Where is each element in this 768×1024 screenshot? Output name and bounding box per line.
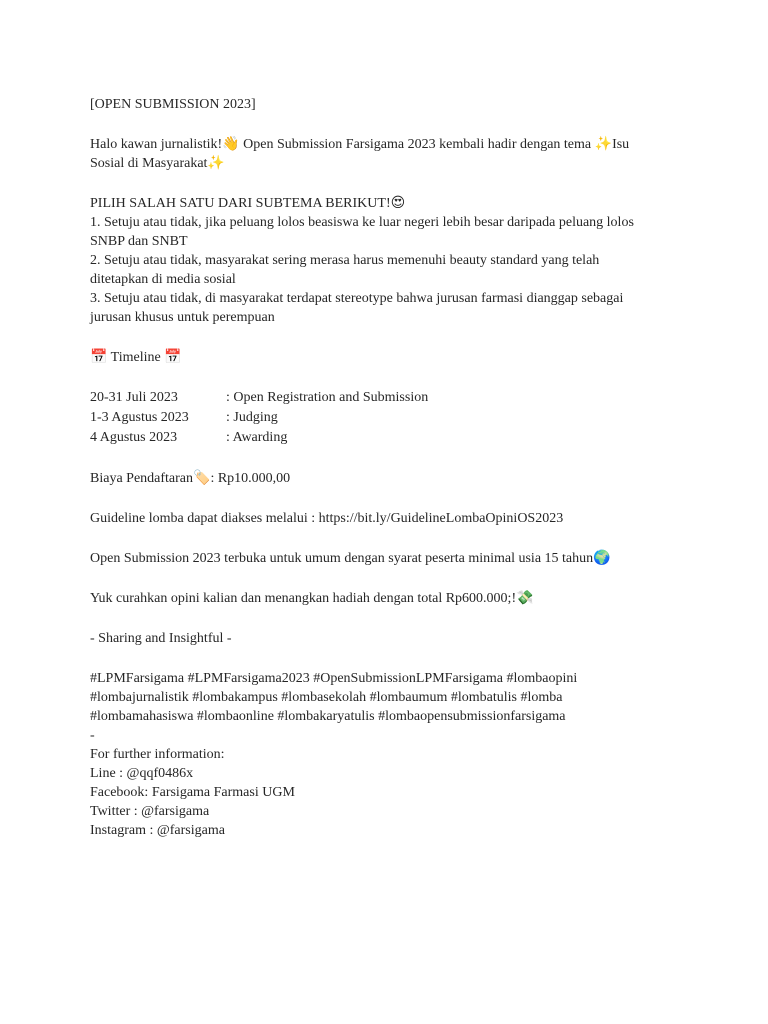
globe-icon: 🌍 [593, 550, 611, 566]
subtema-item-2: 2. Setuju atau tidak, masyarakat sering merasa harus memenuhi beauty standard yang telah [90, 253, 600, 268]
subtema-item-3: 3. Setuju atau tidak, di masyarakat terdapat stereotype bahwa jurusan farmasi dianggap sebagai [90, 291, 624, 306]
intro-text-3: Isu [612, 137, 630, 152]
sparkle-icon: ✨ [594, 136, 613, 152]
money-icon: 💸 [516, 590, 534, 606]
contact-instagram: Instagram : @farsigama [90, 823, 225, 838]
timeline-date: 4 Agustus 2023 [90, 430, 178, 445]
timeline-title-text: Timeline [107, 350, 165, 365]
subtema-title-text: PILIH SALAH SATU DARI SUBTEMA BERIKUT! [90, 196, 391, 211]
intro-theme-text: Sosial di Masyarakat [90, 156, 208, 171]
intro-line-2 [90, 154, 690, 173]
timeline-row [90, 388, 690, 408]
fee-value: : Rp10.000,00 [210, 471, 291, 486]
hashtags-line-2: #lombajurnalistik #lombakampus #lombasekolah #lombaumum #lombatulis #lomba [90, 690, 563, 705]
guideline-text: Guideline lomba dapat diakses melalui : https://bit.ly/GuidelineLombaOpiniOS2023 [90, 511, 564, 526]
timeline-event: : Awarding [226, 430, 288, 445]
fee-label: Biaya Pendaftaran [90, 471, 194, 486]
timeline-row [90, 428, 690, 448]
eligibility-line [90, 549, 690, 568]
tagline: - Sharing and Insightful - [90, 631, 232, 646]
prize-text: Yuk curahkan opini kalian dan menangkan hadiah dengan total Rp600.000;! [90, 591, 517, 606]
calendar-icon: 📅 [164, 349, 182, 365]
contact-line: Line : @qqf0486x [90, 766, 194, 781]
document-body [90, 95, 690, 840]
subtema-item-1: 1. Setuju atau tidak, jika peluang lolos beasiswa ke luar negeri lebih besar daripada peluang lolos [90, 215, 634, 230]
intro-text-1: Halo kawan jurnalistik! [90, 137, 223, 152]
hashtags-line-1: #LPMFarsigama #LPMFarsigama2023 #OpenSubmissionLPMFarsigama #lombaopini [90, 671, 578, 686]
sparkle-icon: ✨ [207, 155, 225, 171]
contact-facebook: Facebook: Farsigama Farmasi UGM [90, 785, 295, 800]
heading: [OPEN SUBMISSION 2023] [90, 97, 256, 112]
contact-twitter: Twitter : @farsigama [90, 804, 210, 819]
hashtags-line-3: #lombamahasiswa #lombaonline #lombakaryatulis #lombaopensubmissionfarsigama [90, 709, 566, 724]
timeline-event: : Open Registration and Submission [226, 390, 429, 405]
eligibility-text: Open Submission 2023 terbuka untuk umum dengan syarat peserta minimal usia 15 tahun [90, 551, 594, 566]
subtema-title [90, 194, 690, 213]
intro-text-2: Open Submission Farsigama 2023 kembali hadir dengan tema [239, 137, 595, 152]
timeline-title [90, 348, 690, 367]
timeline-event: : Judging [226, 410, 278, 425]
timeline-date: 1-3 Agustus 2023 [90, 410, 189, 425]
intro-line-1 [90, 135, 690, 154]
timeline-date: 20-31 Juli 2023 [90, 390, 178, 405]
subtema-item-3-cont: jurusan khusus untuk perempuan [90, 310, 275, 325]
subtema-item-1-cont: SNBP dan SNBT [90, 234, 188, 249]
contact-header: For further information: [90, 747, 225, 762]
price-tag-icon: 🏷️ [193, 470, 211, 486]
wave-icon: 👋 [222, 136, 240, 152]
timeline-row [90, 408, 690, 428]
subtema-item-2-cont: ditetapkan di media sosial [90, 272, 236, 287]
fee-line [90, 469, 690, 488]
prize-line [90, 589, 690, 608]
calendar-icon: 📅 [90, 349, 108, 365]
separator-dash: - [90, 728, 95, 743]
heart-eyes-icon: 😍 [390, 195, 406, 211]
